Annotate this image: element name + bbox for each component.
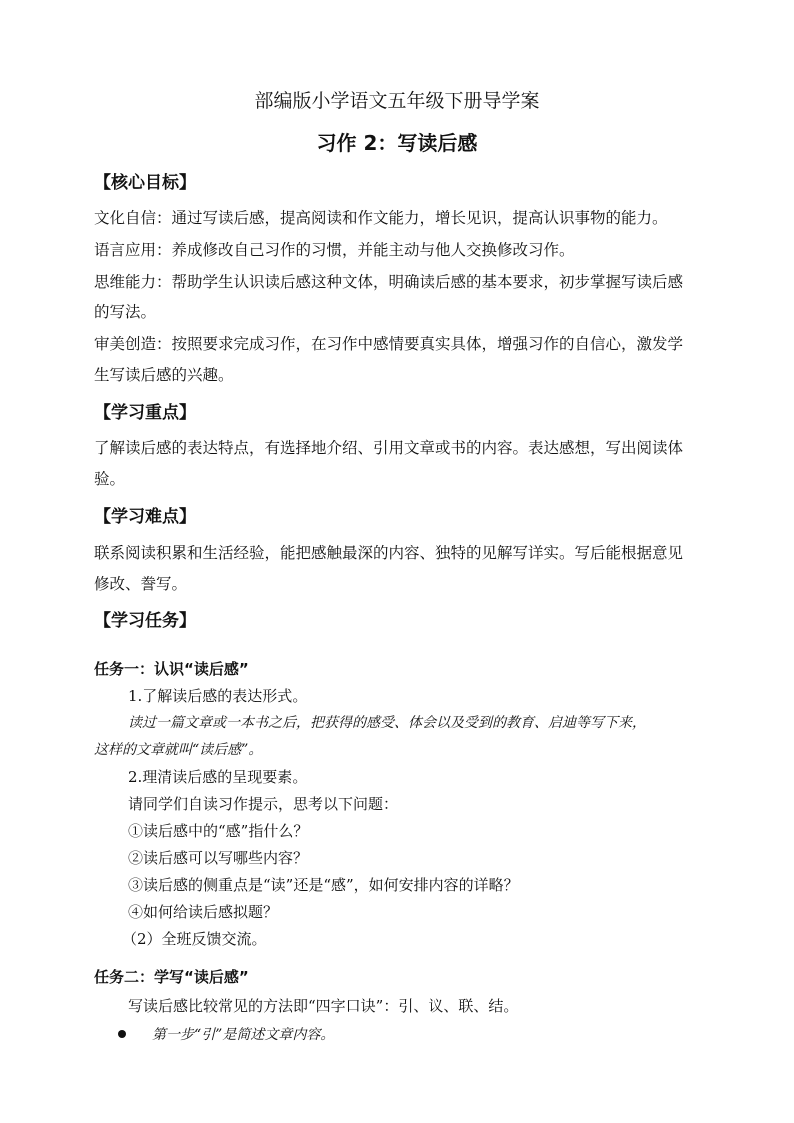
goal-line-6: 生写读后感的兴趣。 xyxy=(94,366,234,384)
section-heading-tasks: 【学习任务】 xyxy=(94,611,196,631)
task-one-heading: 任务一：认识“读后感” xyxy=(94,660,249,678)
goal-line-2: 语言应用：养成修改自己习作的习惯，并能主动与他人交换修改习作。 xyxy=(94,241,575,259)
task-one-feedback: （2）全班反馈交流。 xyxy=(122,930,267,948)
goal-line-5: 审美创造：按照要求完成习作，在习作中感情要真实具体，增强习作的自信心，激发学 xyxy=(94,335,684,353)
task-one-question-1: ①读后感中的“感”指什么？ xyxy=(128,822,309,840)
task-one-prompt: 请同学们自读习作提示，思考以下问题： xyxy=(128,795,399,813)
difficulties-line-1: 联系阅读积累和生活经验，能把感触最深的内容、独特的见解写详实。写后能根据意见 xyxy=(94,544,684,562)
task-one-quote-line-2: 这样的文章就叫“读后感”。 xyxy=(94,742,263,758)
section-heading-goals: 【核心目标】 xyxy=(94,173,196,193)
task-one-question-2: ②读后感可以写哪些内容？ xyxy=(128,849,309,867)
document-title: 部编版小学语文五年级下册导学案 xyxy=(254,90,540,112)
section-heading-key-points: 【学习重点】 xyxy=(94,403,196,423)
task-two-intro: 写读后感比较常见的方法即“四字口诀”：引、议、联、结。 xyxy=(128,997,519,1015)
goal-line-1: 文化自信：通过写读后感，提高阅读和作文能力，增长见识，提高认识事物的能力。 xyxy=(94,209,668,227)
key-points-line-2: 验。 xyxy=(94,470,126,488)
goal-line-4: 的写法。 xyxy=(94,303,157,321)
task-one-question-3: ③读后感的侧重点是“读”还是“感”，如何安排内容的详略？ xyxy=(128,876,519,894)
document-subtitle: 习作 2：写读后感 xyxy=(316,131,478,155)
goal-line-3: 思维能力：帮助学生认识读后感这种文体，明确读后感的基本要求，初步掌握写读后感 xyxy=(94,273,684,291)
section-heading-difficulties: 【学习难点】 xyxy=(94,507,196,527)
bullet-dot-icon xyxy=(118,1030,126,1038)
task-one-question-4: ④如何给读后感拟题？ xyxy=(128,903,279,921)
task-two-bullet-item xyxy=(118,1024,334,1044)
task-one-item-1: 1.了解读后感的表达形式。 xyxy=(128,687,308,705)
task-one-quote-line-1: 读过一篇文章或一本书之后，把获得的感受、体会以及受到的教育、启迪等写下来， xyxy=(128,715,646,731)
key-points-line-1: 了解读后感的表达特点，有选择地介绍、引用文章或书的内容。表达感想，写出阅读体 xyxy=(94,439,684,457)
difficulties-line-2: 修改、誊写。 xyxy=(94,575,188,593)
task-two-bullet-text: 第一步“引”是简述文章内容。 xyxy=(152,1027,335,1043)
task-two-heading: 任务二：学写“读后感” xyxy=(94,968,249,986)
task-one-item-2: 2.理清读后感的呈现要素。 xyxy=(128,768,308,786)
